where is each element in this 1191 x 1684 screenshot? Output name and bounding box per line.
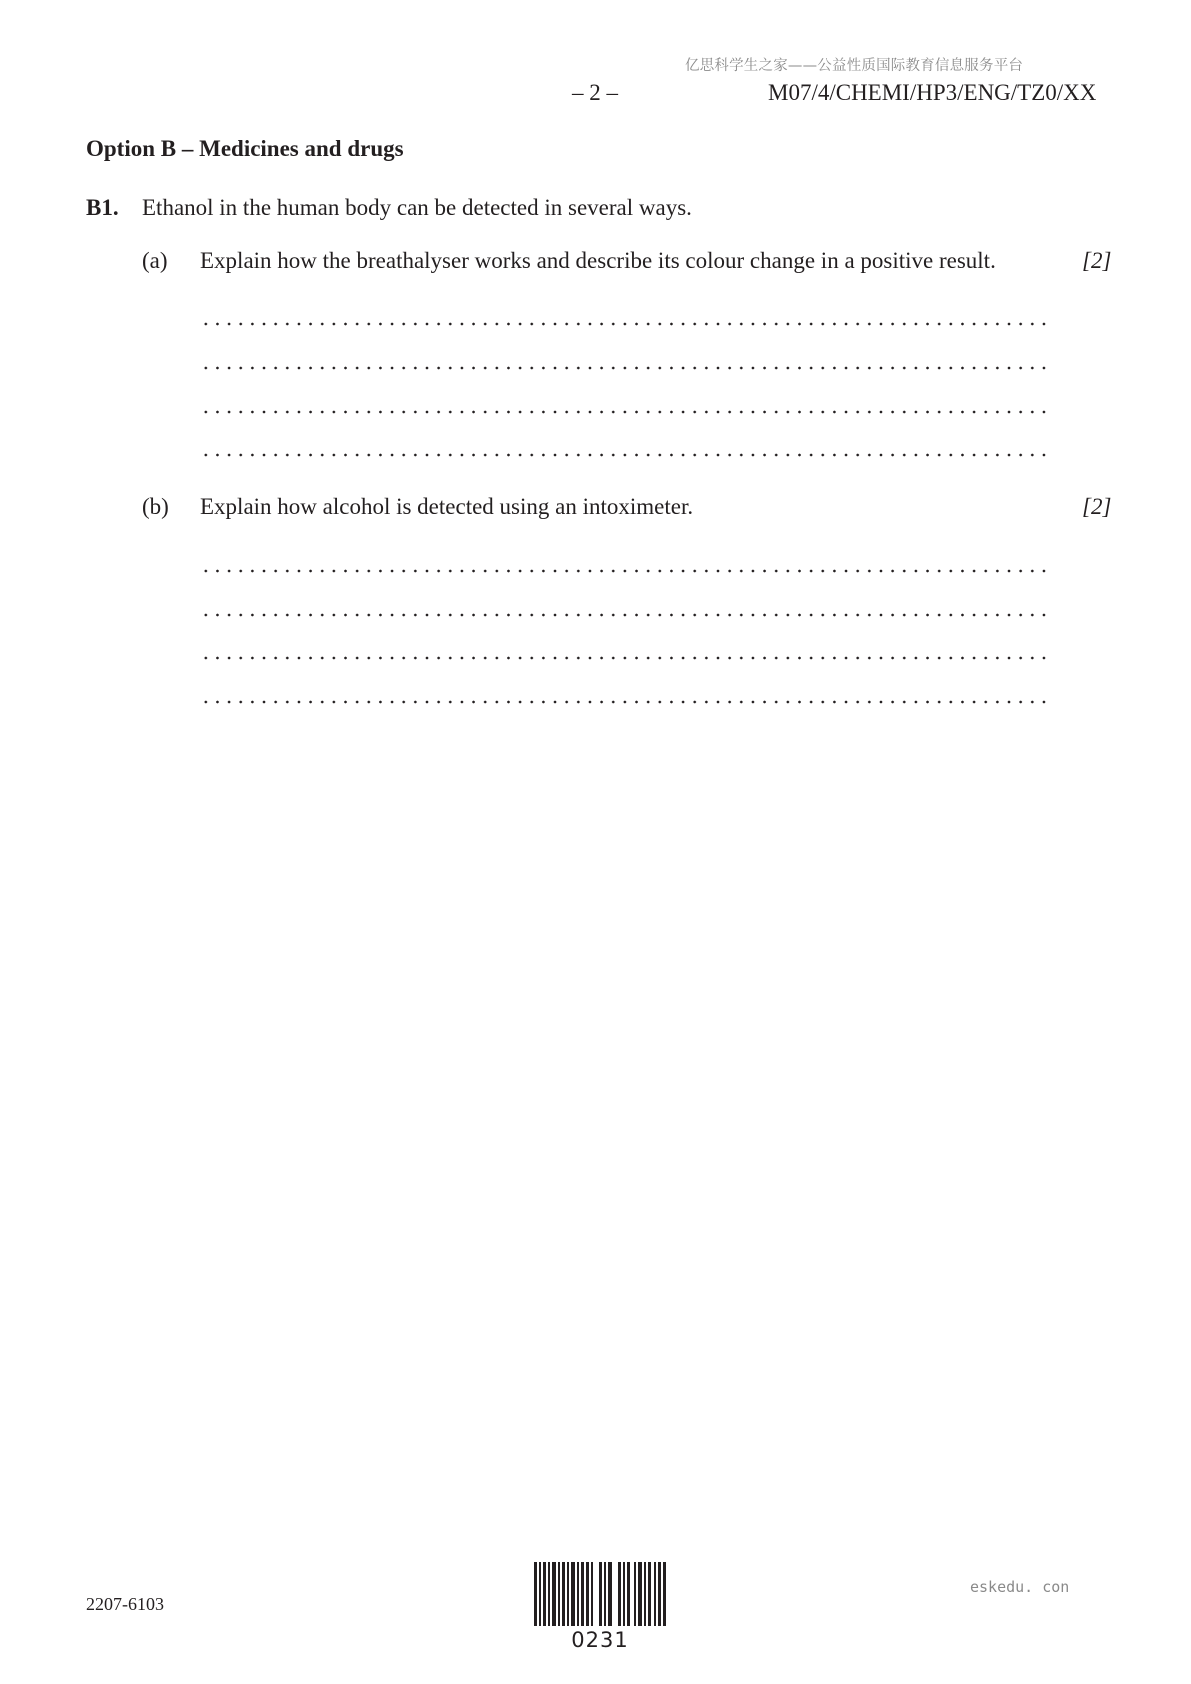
part-a-answer-line-4[interactable] [200,453,1054,457]
part-a-marks: [2] [1082,248,1112,273]
watermark-footer: eskedu. con [970,1578,1070,1596]
part-a-text: Explain how the breathalyser works and describe its colour change in a positive result. [200,248,996,273]
part-b-answer-line-3[interactable] [200,656,1054,660]
paper-code: M07/4/CHEMI/HP3/ENG/TZ0/XX [768,80,1097,105]
part-b-text: Explain how alcohol is detected using an intoximeter. [200,494,694,519]
part-b-marks: [2] [1082,494,1112,519]
barcode-number: 0231 [571,1628,629,1652]
part-b-answer-line-4[interactable] [200,700,1054,704]
part-b-answer-line-1[interactable] [200,569,1054,573]
part-a-answer-line-2[interactable] [200,366,1054,370]
part-b-answer-line-2[interactable] [200,613,1054,617]
question-stem: Ethanol in the human body can be detected in several ways. [142,195,692,220]
watermark-header: 亿思科学生之家——公益性质国际教育信息服务平台 [685,58,1024,74]
section-title: Option B – Medicines and drugs [86,136,404,161]
part-a-answer-line-1[interactable] [200,322,1054,326]
exam-code: 2207-6103 [86,1594,164,1614]
part-a-label: (a) [142,248,168,273]
barcode-icon [534,1562,666,1626]
part-b-label: (b) [142,494,169,519]
part-a-answer-line-3[interactable] [200,410,1054,414]
page-number: – 2 – [572,80,618,105]
question-number: B1. [86,195,119,220]
